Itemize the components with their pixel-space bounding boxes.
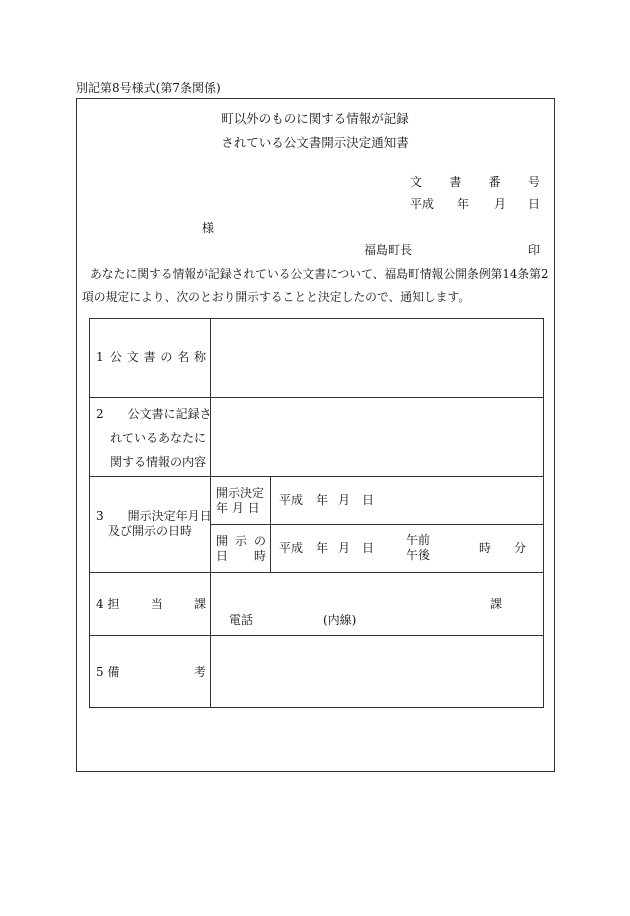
row-2-label-line-1: 2 公文書に記録さ xyxy=(96,407,212,421)
row-2-label-line-3: 関する情報の内容 xyxy=(110,455,207,469)
row-5-label xyxy=(96,665,206,681)
label-char: 示 xyxy=(234,534,247,548)
label-char: 課 xyxy=(193,597,206,611)
disclosure-date-year: 年 xyxy=(316,541,329,555)
label-char: 名 xyxy=(177,350,190,364)
label-char: 時 xyxy=(253,549,266,563)
doc-number-char: 号 xyxy=(527,175,540,189)
label-char: 当 xyxy=(150,597,163,611)
label-char: 公 xyxy=(110,350,123,364)
label-char: 4 担 xyxy=(96,597,120,611)
label-char: 文 xyxy=(126,350,139,364)
body-text-line-2: 項の規定により、次のとおり開示することと決定したので、通知します。 xyxy=(82,290,471,304)
hour-label: 時 xyxy=(479,541,492,555)
disclosure-date-month: 月 xyxy=(338,541,351,555)
decision-date-year: 年 xyxy=(316,493,329,507)
table-divider xyxy=(89,572,544,573)
form-id: 別記第8号様式(第7条関係) xyxy=(76,81,221,95)
row-1-number: 1 xyxy=(96,350,104,364)
seal-mark: 印 xyxy=(528,243,541,257)
label-char: 書 xyxy=(143,350,156,364)
decision-date-era: 平成 xyxy=(279,493,304,507)
body-text-line-1: あなたに関する情報が記録されている公文書について、福島町情報公開条例第14条第2 xyxy=(90,267,549,281)
section-suffix: 課 xyxy=(490,597,503,611)
row-2-label-line-2: れているあなたに xyxy=(110,431,207,445)
disclosure-date-era: 平成 xyxy=(279,541,304,555)
table-divider xyxy=(89,635,544,636)
decision-date-month: 月 xyxy=(338,493,351,507)
row-1-label xyxy=(110,350,206,366)
label-char: の xyxy=(253,534,266,548)
am-label: 午前 xyxy=(406,533,431,547)
doc-number-char: 番 xyxy=(488,175,501,189)
table-divider xyxy=(270,476,271,572)
label-char: の xyxy=(160,350,173,364)
remarks-field[interactable] xyxy=(212,637,542,707)
doc-number-char: 書 xyxy=(449,175,462,189)
row-3-label-line-2: 及び開示の日時 xyxy=(108,524,193,538)
label-char: 称 xyxy=(193,350,206,364)
date-day: 日 xyxy=(528,197,541,211)
sender-name: 福島町長 xyxy=(364,243,413,257)
disclosure-time-label-line-1 xyxy=(216,534,266,550)
date-year: 年 xyxy=(457,197,470,211)
label-char: 5 備 xyxy=(96,665,120,679)
row-1-value-field[interactable] xyxy=(212,320,542,396)
row-3-label-line-1: 3 開示決定年月日 xyxy=(96,509,212,523)
pm-label: 午後 xyxy=(406,548,431,562)
title-line-1: 町以外のものに関する情報が記録 xyxy=(221,111,409,126)
disclosure-time-label-line-2 xyxy=(216,549,266,565)
doc-number-char: 文 xyxy=(410,175,423,189)
disclosure-date-day: 日 xyxy=(362,541,375,555)
table-divider xyxy=(89,397,544,398)
label-char: 日 xyxy=(216,549,229,563)
label-char: 開 xyxy=(216,534,229,548)
table-divider xyxy=(210,524,544,525)
recipient-suffix: 様 xyxy=(202,221,215,235)
date-era: 平成 xyxy=(410,197,435,211)
row-2-value-field[interactable] xyxy=(212,399,542,475)
row-4-label xyxy=(96,597,206,613)
extension-label: (内線) xyxy=(323,613,357,627)
date-month: 月 xyxy=(494,197,507,211)
document-number xyxy=(410,175,540,191)
decision-date-day: 日 xyxy=(362,493,375,507)
label-char: 考 xyxy=(193,665,206,679)
title-line-2: されている公文書開示決定通知書 xyxy=(221,135,409,150)
decision-date-label-line-1: 開示決定 xyxy=(216,486,265,500)
minute-label: 分 xyxy=(514,541,527,555)
phone-label: 電話 xyxy=(229,613,254,627)
decision-date-label-line-2: 年 月 日 xyxy=(216,501,260,515)
table-divider xyxy=(89,476,544,477)
